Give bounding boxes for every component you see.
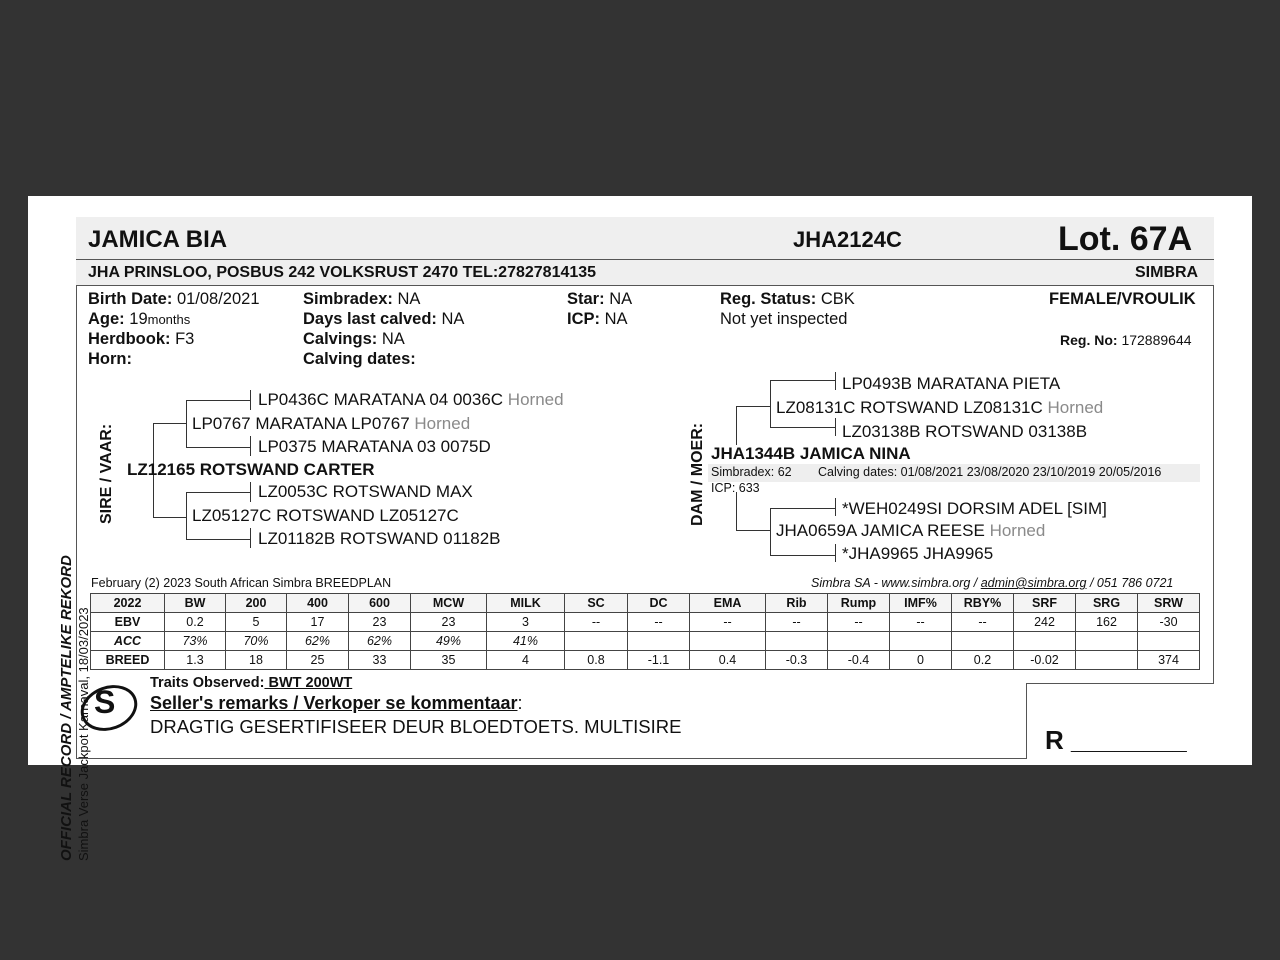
dam-sire-dam: LZ03138B ROTSWAND 03138B	[842, 422, 1088, 441]
breed-cell: -0.02	[1014, 651, 1076, 670]
sire-dam: LZ05127C ROTSWAND LZ05127C	[192, 506, 459, 525]
days-last-calved: Days last calved: NA	[303, 310, 465, 328]
breed-cell: 0.2	[952, 651, 1014, 670]
breed-cell: 25	[287, 651, 349, 670]
acc-cell: 73%	[165, 632, 226, 651]
calving-dates-label: Calving dates:	[303, 350, 416, 368]
acc-cell	[1014, 632, 1076, 651]
header-cell: RBY%	[952, 594, 1014, 613]
header-cell: SC	[565, 594, 628, 613]
reg-status: Reg. Status: CBK	[720, 290, 855, 308]
ebv-cell: --	[766, 613, 828, 632]
sellers-remarks-label: Seller's remarks / Verkoper se kommentaar:	[150, 693, 523, 713]
breed-cell: 0.8	[565, 651, 628, 670]
acc-cell	[690, 632, 766, 651]
header-cell: 400	[287, 594, 349, 613]
breed-cell	[1076, 651, 1138, 670]
sire-dam-dam: LZ01182B ROTSWAND 01182B	[258, 529, 501, 548]
row-label: BREED	[91, 651, 165, 670]
lot-number: Lot. 67A	[1058, 220, 1193, 258]
sire-name: LZ12165 ROTSWAND CARTER	[127, 460, 375, 479]
sss-tick	[250, 390, 251, 410]
ssd-tick	[250, 436, 251, 456]
logo-letter: S	[94, 684, 116, 720]
ebv-cell: --	[890, 613, 952, 632]
header-cell: 2022	[91, 594, 165, 613]
acc-cell	[766, 632, 828, 651]
ebv-cell: 23	[349, 613, 411, 632]
ebv-cell: 242	[1014, 613, 1076, 632]
traits-observed: Traits Observed: BWT 200WT	[150, 675, 353, 691]
ebv-cell: 3	[487, 613, 565, 632]
breedplan-contact: Simbra SA - www.simbra.org / admin@simbra.org / 051 786 0721	[811, 576, 1174, 590]
sire-label: SIRE / VAAR:	[98, 423, 115, 524]
sire-sire: LP0767 MARATANA LP0767 Horned	[192, 414, 471, 433]
header-cell: SRF	[1014, 594, 1076, 613]
ebv-cell: --	[952, 613, 1014, 632]
sds-tick	[250, 482, 251, 502]
header-cell: Rib	[766, 594, 828, 613]
ebv-row	[91, 613, 1200, 632]
acc-cell	[565, 632, 628, 651]
horn-label: Horn:	[88, 350, 132, 368]
inspection-status: Not yet inspected	[720, 310, 848, 328]
header-cell: SRW	[1138, 594, 1200, 613]
header-cell: DC	[628, 594, 690, 613]
breed-cell: 35	[411, 651, 487, 670]
price-field[interactable]: R ________	[1045, 725, 1187, 755]
breed-name: SIMBRA	[1135, 264, 1199, 281]
title-band	[76, 217, 1214, 260]
icp: ICP: NA	[567, 310, 628, 328]
header-cell: Rump	[828, 594, 890, 613]
breed-cell: 33	[349, 651, 411, 670]
lot-card	[28, 196, 1252, 861]
age: Age: 19months	[88, 310, 191, 328]
header-cell: 600	[349, 594, 411, 613]
dam-dam-dam: *JHA9965 JHA9965	[842, 544, 994, 563]
acc-row	[91, 632, 1200, 651]
breed-cell: 1.3	[165, 651, 226, 670]
row-label: EBV	[91, 613, 165, 632]
acc-cell: 41%	[487, 632, 565, 651]
acc-cell	[828, 632, 890, 651]
reg-no: Reg. No: 172889644	[1060, 332, 1192, 348]
acc-cell: 62%	[287, 632, 349, 651]
star: Star: NA	[567, 290, 633, 308]
breedplan-source: February (2) 2023 South African Simbra BREEDPLAN	[91, 576, 392, 590]
calvings: Calvings: NA	[303, 330, 405, 348]
ebv-cell: -30	[1138, 613, 1200, 632]
ebv-cell: --	[565, 613, 628, 632]
dam-calving-dates: Calving dates: 01/08/2021 23/08/2020 23/10/2019 20/05/2016	[818, 465, 1162, 479]
dsd-tick	[835, 418, 836, 436]
breed-cell: 0	[890, 651, 952, 670]
dam-sire-sire: LP0493B MARATANA PIETA	[842, 374, 1061, 393]
ebv-cell: 23	[411, 613, 487, 632]
header-cell: 200	[226, 594, 287, 613]
header-cell: EMA	[690, 594, 766, 613]
dam-sire: LZ08131C ROTSWAND LZ08131C Horned	[776, 398, 1104, 417]
acc-cell	[952, 632, 1014, 651]
acc-cell	[1138, 632, 1200, 651]
dam-lower-bracket	[736, 492, 771, 531]
breed-cell: -0.3	[766, 651, 828, 670]
dam-upper-bracket	[736, 406, 771, 445]
sdd-tick	[250, 528, 251, 548]
breeder-info: JHA PRINSLOO, POSBUS 242 VOLKSRUST 2470 TEL:27827814135	[88, 264, 597, 281]
ebv-cell: --	[828, 613, 890, 632]
row-label: ACC	[91, 632, 165, 651]
sex: FEMALE/VROULIK	[1049, 290, 1196, 308]
breed-cell: 0.4	[690, 651, 766, 670]
dam-icp: ICP: 633	[711, 481, 760, 495]
dds-tick	[835, 498, 836, 516]
acc-cell	[890, 632, 952, 651]
sellers-remarks-text: DRAGTIG GESERTIFISEER DEUR BLOEDTOETS. MULTISIRE	[150, 716, 682, 737]
animal-name: JAMICA BIA	[88, 226, 228, 253]
breed-cell: -1.1	[628, 651, 690, 670]
header-cell: MILK	[487, 594, 565, 613]
breed-cell: -0.4	[828, 651, 890, 670]
ebv-cell: --	[628, 613, 690, 632]
header-cell: SRG	[1076, 594, 1138, 613]
sire-sire-sire: LP0436C MARATANA 04 0036C Horned	[258, 390, 564, 409]
dam-simbradex: Simbradex: 62	[711, 465, 792, 479]
ebv-cell: --	[690, 613, 766, 632]
ebv-table	[90, 593, 1200, 670]
animal-id: JHA2124C	[793, 227, 902, 252]
dam-name: JHA1344B JAMICA NINA	[711, 444, 911, 463]
ebv-header-row	[91, 594, 1200, 613]
sire-sire-dam: LP0375 MARATANA 03 0075D	[258, 437, 491, 456]
breed-cell: 4	[487, 651, 565, 670]
record-title: OFFICIAL RECORD / AMPTELIKE REKORD	[58, 555, 75, 861]
sire-dam-sire: LZ0053C ROTSWAND MAX	[258, 482, 473, 501]
record-subtitle: Simbra Verse Jackpot Karnaval, 18/03/2023	[76, 607, 91, 861]
ebv-cell: 17	[287, 613, 349, 632]
ebv-cell: 0.2	[165, 613, 226, 632]
dam-dam-sire: *WEH0249SI DORSIM ADEL [SIM]	[842, 499, 1107, 518]
breed-cell: 374	[1138, 651, 1200, 670]
header-cell: MCW	[411, 594, 487, 613]
acc-cell: 70%	[226, 632, 287, 651]
ddd-tick	[835, 544, 836, 562]
acc-cell: 62%	[349, 632, 411, 651]
ebv-cell: 5	[226, 613, 287, 632]
acc-cell	[628, 632, 690, 651]
simbradex: Simbradex: NA	[303, 290, 421, 308]
dss-tick	[835, 372, 836, 390]
dam-dam: JHA0659A JAMICA REESE Horned	[776, 521, 1046, 540]
birth-date: Birth Date: 01/08/2021	[88, 290, 260, 308]
ebv-cell: 162	[1076, 613, 1138, 632]
herdbook: Herdbook: F3	[88, 330, 195, 348]
breed-cell: 18	[226, 651, 287, 670]
dam-label: DAM / MOER:	[689, 422, 706, 526]
breed-row	[91, 651, 1200, 670]
header-cell: IMF%	[890, 594, 952, 613]
acc-cell: 49%	[411, 632, 487, 651]
header-cell: BW	[165, 594, 226, 613]
acc-cell	[1076, 632, 1138, 651]
contact-email-link[interactable]: admin@simbra.org	[980, 576, 1087, 590]
